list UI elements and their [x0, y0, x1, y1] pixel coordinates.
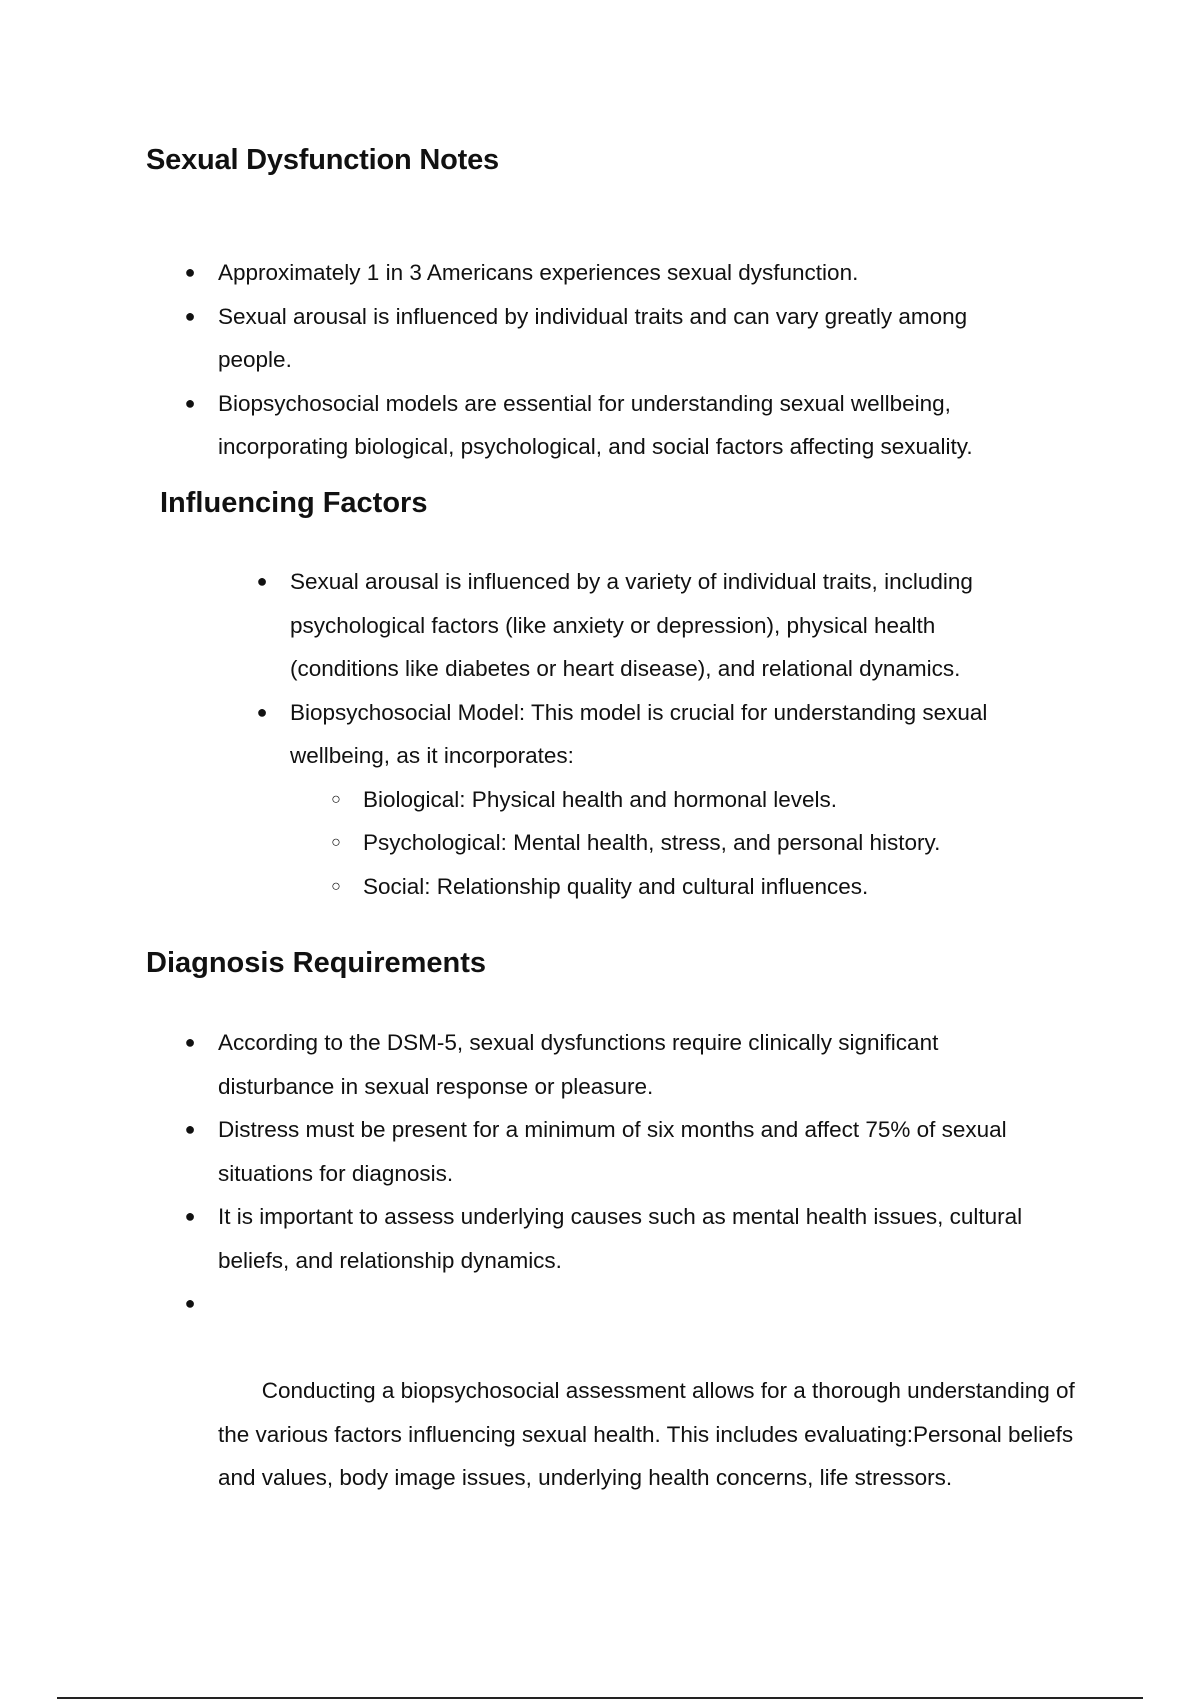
bullet-icon: ● [184, 1119, 196, 1139]
list-item-text: Sexual arousal is influenced by individual traits and can vary greatly among people. [218, 303, 968, 372]
bullet-icon: ● [184, 1293, 196, 1313]
bullet-icon: ● [184, 392, 196, 413]
list-item [256, 560, 1020, 691]
list-item [184, 1108, 1098, 1195]
influencing-factors-list [256, 560, 1080, 908]
list-item [256, 691, 1070, 909]
bullet-icon: ● [184, 1206, 196, 1226]
list-item-text: It is important to assess underlying causes such as mental health issues, cultural beliefs, and relationship dynamics. [218, 1204, 1023, 1273]
bullet-icon: ● [184, 305, 196, 326]
biopsychosocial-sublist [290, 778, 1070, 909]
circle-bullet-icon: ○ [331, 877, 341, 895]
list-item [184, 1282, 1088, 1543]
list-item-text: Biopsychosocial Model: This model is crucial for understanding sexual wellbeing, as it incorporates: [290, 699, 988, 768]
page-title: Sexual Dysfunction Notes [146, 144, 499, 176]
list-item-text: Approximately 1 in 3 Americans experiences sexual dysfunction. [218, 260, 859, 285]
list-item-text: Sexual arousal is influenced by a variety of individual traits, including psychological factors (like anxiety or depression), physical health (conditions like diabetes or heart disease), and relational dynamics. [290, 569, 973, 681]
sub-list-item-text: Social: Relationship quality and cultural influences. [363, 873, 869, 899]
circle-bullet-icon: ○ [331, 790, 341, 808]
list-item [184, 1195, 1098, 1282]
bullet-icon: ● [184, 262, 196, 282]
list-item-text: Conducting a biopsychosocial assessment allows for a thorough understanding of the various factors influencing sexual health. This includes evaluating:Personal beliefs and values, body image issues, underlying health concerns, life stressors. [218, 1378, 1082, 1490]
list-item [184, 382, 1058, 469]
diagnosis-list [184, 1021, 1098, 1543]
footer-divider [57, 1697, 1143, 1699]
bullet-icon: ● [184, 1032, 196, 1052]
list-item-text: Biopsychosocial models are essential for understanding sexual wellbeing, incorporating biological, psychological, and social factors affecting sexuality. [218, 390, 973, 459]
list-item [184, 1021, 1008, 1108]
bullet-icon: ● [256, 571, 268, 591]
list-item-text: According to the DSM-5, sexual dysfunctions require clinically significant disturbance in sexual response or pleasure. [218, 1030, 939, 1099]
section-heading-influencing-factors: Influencing Factors [160, 487, 428, 519]
sub-list-item-text: Biological: Physical health and hormonal levels. [363, 786, 838, 812]
bullet-icon: ● [256, 701, 268, 722]
list-item-text: Distress must be present for a minimum of six months and affect 75% of sexual situations for diagnosis. [218, 1117, 1007, 1186]
circle-bullet-icon: ○ [331, 834, 341, 851]
list-item [184, 251, 1098, 295]
intro-list [184, 251, 1098, 469]
sub-list-item [331, 778, 1070, 822]
list-item [184, 295, 978, 382]
sub-list-item [331, 865, 1070, 909]
sub-list-item-text: Psychological: Mental health, stress, and personal history. [363, 830, 941, 855]
sub-list-item [331, 821, 1070, 865]
section-heading-diagnosis-requirements: Diagnosis Requirements [146, 947, 487, 979]
